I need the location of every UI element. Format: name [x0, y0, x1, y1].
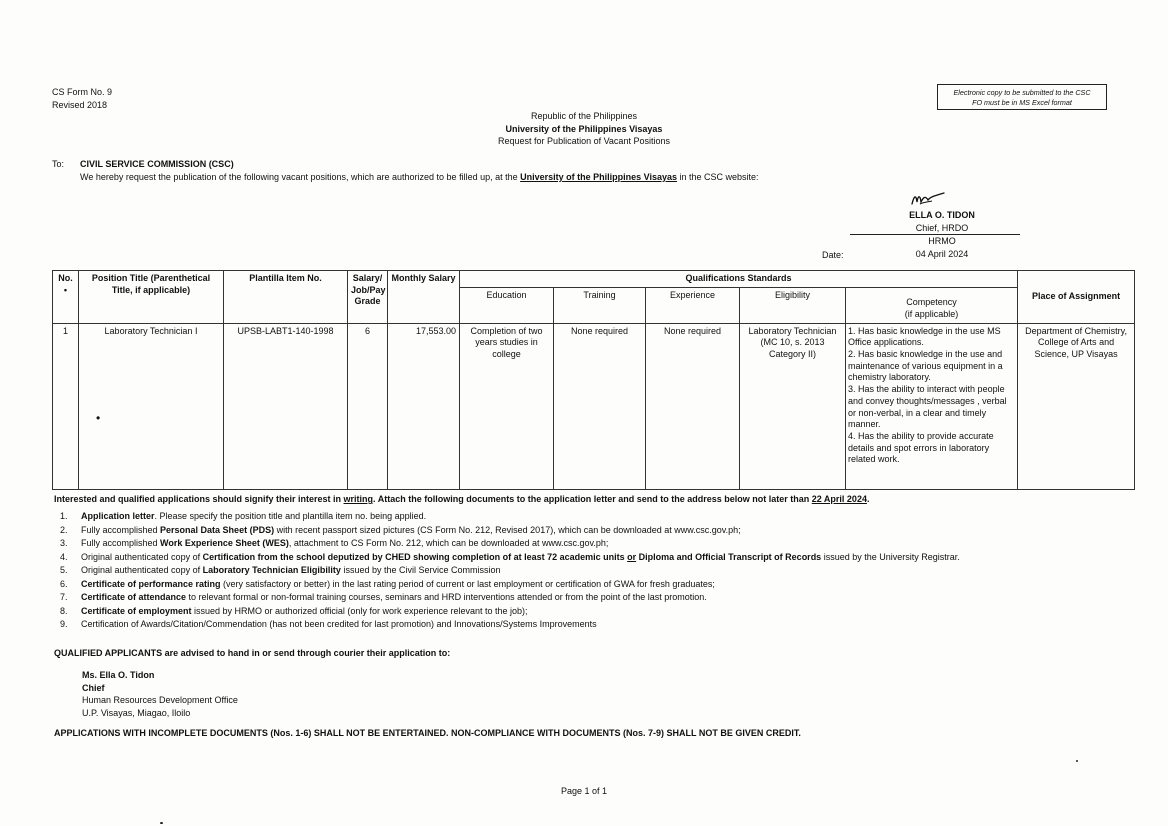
- list-item-text: issued by the Civil Service Commission: [340, 565, 501, 575]
- interest-deadline: 22 April 2024: [811, 494, 867, 504]
- list-item-text: . Please specify the position title and plantilla item no. being applied.: [154, 511, 427, 521]
- list-item-number: 1.: [60, 511, 68, 521]
- list-item: [54, 552, 960, 566]
- header-monthly-salary: Monthly Salary: [388, 271, 460, 324]
- addressee-label: To:: [52, 159, 65, 169]
- list-item-number: 8.: [60, 605, 68, 616]
- list-item-bold-underlined: or: [627, 551, 637, 562]
- list-item-number: 9.: [60, 619, 68, 629]
- row-position-title: [79, 323, 224, 489]
- list-item-prefix: Fully accomplished: [81, 524, 161, 535]
- signature-line: [850, 234, 1020, 235]
- signatory-name: ELLA O. TIDON: [909, 210, 975, 220]
- header-competency-label: Competency: [906, 297, 957, 308]
- list-item-bold: Application letter: [81, 511, 155, 521]
- row-mark: •: [96, 411, 101, 426]
- interest-text-3: .: [866, 494, 870, 504]
- vacant-positions-table: [52, 270, 1135, 490]
- list-item: [54, 592, 960, 606]
- list-item: [54, 606, 960, 620]
- list-item-prefix: Fully accomplished: [81, 538, 161, 548]
- request-text-before: We hereby request the publication of the following vacant positions, which are authorized to be filled up, at the: [80, 172, 521, 182]
- row-monthly-salary: 17,553.00: [388, 323, 460, 489]
- list-item-bold-2: Diploma and Official Transcript of Records: [636, 551, 822, 562]
- list-item-text: Certification of Awards/Citation/Commendation (has not been credited for last promotion) and Innovations/Systems Improvements: [81, 619, 597, 629]
- list-item: [54, 579, 960, 593]
- signatory-title: Chief, HRDO: [915, 222, 969, 233]
- request-agency: University of the Philippines Visayas: [520, 172, 677, 182]
- header-plantilla: Plantilla Item No.: [224, 271, 348, 324]
- signature-mark: [908, 190, 948, 208]
- header-training: Training: [554, 287, 646, 323]
- header-no-mark: •: [63, 284, 68, 295]
- list-item-bold: Work Experience Sheet (WES): [160, 538, 289, 548]
- qualified-applicants-note: QUALIFIED APPLICANTS are advised to hand in or send through courier their application to:: [54, 648, 451, 658]
- header-position-title: Position Title (Parenthetical Title, if applicable): [79, 271, 224, 324]
- list-item-text: with recent passport sized pictures (CS Form No. 212, Revised 2017), which can be downloaded at www.csc.gov.ph;: [274, 524, 741, 535]
- list-item-prefix: Original authenticated copy of: [81, 565, 203, 575]
- row-plantilla: UPSB-LABT1-140-1998: [224, 323, 348, 489]
- header-competency-sub: (if applicable): [904, 309, 959, 319]
- requirements-list: [54, 511, 960, 633]
- list-item-text: , attachment to CS Form No. 212, which can be downloaded at www.csc.gov.ph;: [288, 538, 609, 548]
- row-competency: [846, 323, 1018, 489]
- address-office: Human Resources Development Office: [82, 695, 238, 705]
- list-item-number: 5.: [60, 565, 68, 575]
- list-item-bold: Certificate of employment: [81, 605, 192, 616]
- scan-speck: [160, 822, 163, 824]
- list-item-bold: Personal Data Sheet (PDS): [160, 524, 275, 535]
- date-label: Date:: [822, 250, 844, 260]
- header-no: [53, 271, 79, 324]
- request-text-after: in the CSC website:: [677, 172, 759, 182]
- row-education: Completion of two years studies in college: [460, 323, 554, 489]
- signatory-office: HRMO: [928, 236, 956, 246]
- competency-item: 1. Has basic knowledge in the use MS Office applications.: [848, 325, 1001, 348]
- list-item-number: 2.: [60, 524, 68, 535]
- request-statement: [80, 172, 759, 184]
- interest-statement: [54, 494, 869, 506]
- list-item: [54, 619, 960, 633]
- compliance-warning: APPLICATIONS WITH INCOMPLETE DOCUMENTS (Nos. 1-6) SHALL NOT BE ENTERTAINED. NON-COMPLIANCE WITH DOCUMENTS (Nos. 7-9) SHALL NOT BE GIVEN CREDIT.: [54, 728, 801, 738]
- list-item: [54, 565, 960, 579]
- electronic-copy-line2: FO must be in MS Excel format: [972, 98, 1072, 107]
- row-eligibility: Laboratory Technician (MC 10, s. 2013 Category II): [740, 323, 846, 489]
- addressee-name: CIVIL SERVICE COMMISSION (CSC): [80, 159, 234, 169]
- mailing-address: [82, 669, 238, 719]
- form-revision-line: Revised 2018: [52, 100, 108, 110]
- row-experience: None required: [646, 323, 740, 489]
- list-item: [54, 511, 960, 525]
- scan-speck: [1076, 760, 1078, 762]
- row-place-of-assignment: Department of Chemistry, College of Arts and Science, UP Visayas: [1018, 323, 1135, 489]
- competency-item: 4. Has the ability to provide accurate details and spot errors in laboratory related work.: [848, 430, 994, 465]
- list-item-text: issued by HRMO or authorized official (only for work experience relevant to the job);: [191, 605, 528, 616]
- list-item-number: 7.: [60, 592, 68, 602]
- list-item-text: to relevant formal or non-formal training courses, seminars and HRD interventions attended or from the point of the last promotion.: [186, 592, 707, 602]
- document-header: [0, 110, 1168, 148]
- form-number-line: CS Form No. 9: [52, 87, 113, 97]
- header-salary-grade: Salary/ Job/Pay Grade: [348, 271, 388, 324]
- address-name: Ms. Ella O. Tidon: [82, 670, 155, 680]
- table-row: [53, 323, 1135, 489]
- row-salary-grade: 6: [348, 323, 388, 489]
- list-item-number: 3.: [60, 538, 68, 548]
- list-item-text: (very satisfactory or better) in the last rating period of current or last employment or certification of GWA for fresh graduates;: [220, 578, 715, 589]
- row-position-title-text: Laboratory Technician I: [104, 325, 198, 336]
- list-item: [54, 525, 960, 539]
- row-no: 1: [53, 323, 79, 489]
- addressee-line: [52, 159, 234, 171]
- header-place-of-assignment: Place of Assignment: [1018, 271, 1135, 324]
- form-number: [52, 86, 112, 112]
- list-item-bold: Certification from the school deputized by CHED showing completion of at least 72 academic units: [202, 551, 628, 562]
- header-no-label: No.: [58, 273, 73, 283]
- page-number: Page 1 of 1: [560, 786, 608, 796]
- header-education: Education: [460, 287, 554, 323]
- list-item-bold: Laboratory Technician Eligibility: [202, 565, 341, 575]
- list-item-bold: Certificate of attendance: [81, 592, 187, 602]
- electronic-copy-note: [937, 84, 1107, 110]
- list-item-prefix: Original authenticated copy of: [81, 551, 203, 562]
- header-competency: [846, 287, 1018, 323]
- list-item-number: 4.: [60, 551, 68, 562]
- header-request-title: Request for Publication of Vacant Positions: [498, 136, 670, 146]
- address-title: Chief: [82, 682, 105, 693]
- header-qualifications: Qualifications Standards: [460, 271, 1018, 288]
- competency-item: 2. Has basic knowledge in the use and maintenance of various equipment in a chemistry laboratory.: [848, 349, 1003, 383]
- header-republic: Republic of the Philippines: [530, 111, 638, 121]
- list-item-number: 6.: [60, 578, 68, 589]
- row-training: None required: [554, 323, 646, 489]
- list-item-text: issued by the University Registrar.: [821, 551, 960, 562]
- interest-writing: writing: [343, 494, 374, 504]
- electronic-copy-line1: Electronic copy to be submitted to the CSC: [953, 88, 1091, 97]
- interest-text-1: Interested and qualified applications should signify their interest in: [54, 494, 344, 504]
- header-experience: Experience: [646, 287, 740, 323]
- list-item: [54, 538, 960, 552]
- list-item-bold: Certificate of performance rating: [81, 578, 221, 589]
- competency-item: 3. Has the ability to interact with people and convey thoughts/messages , verbal or non-verbal, in a clear and timely manner.: [848, 384, 1007, 430]
- header-university: University of the Philippines Visayas: [505, 123, 663, 134]
- interest-text-2: . Attach the following documents to the application letter and send to the address below not later than: [373, 494, 812, 504]
- header-eligibility: Eligibility: [740, 287, 846, 323]
- address-location: U.P. Visayas, Miagao, Iloilo: [82, 707, 191, 718]
- signatory-date: 04 April 2024: [915, 248, 969, 259]
